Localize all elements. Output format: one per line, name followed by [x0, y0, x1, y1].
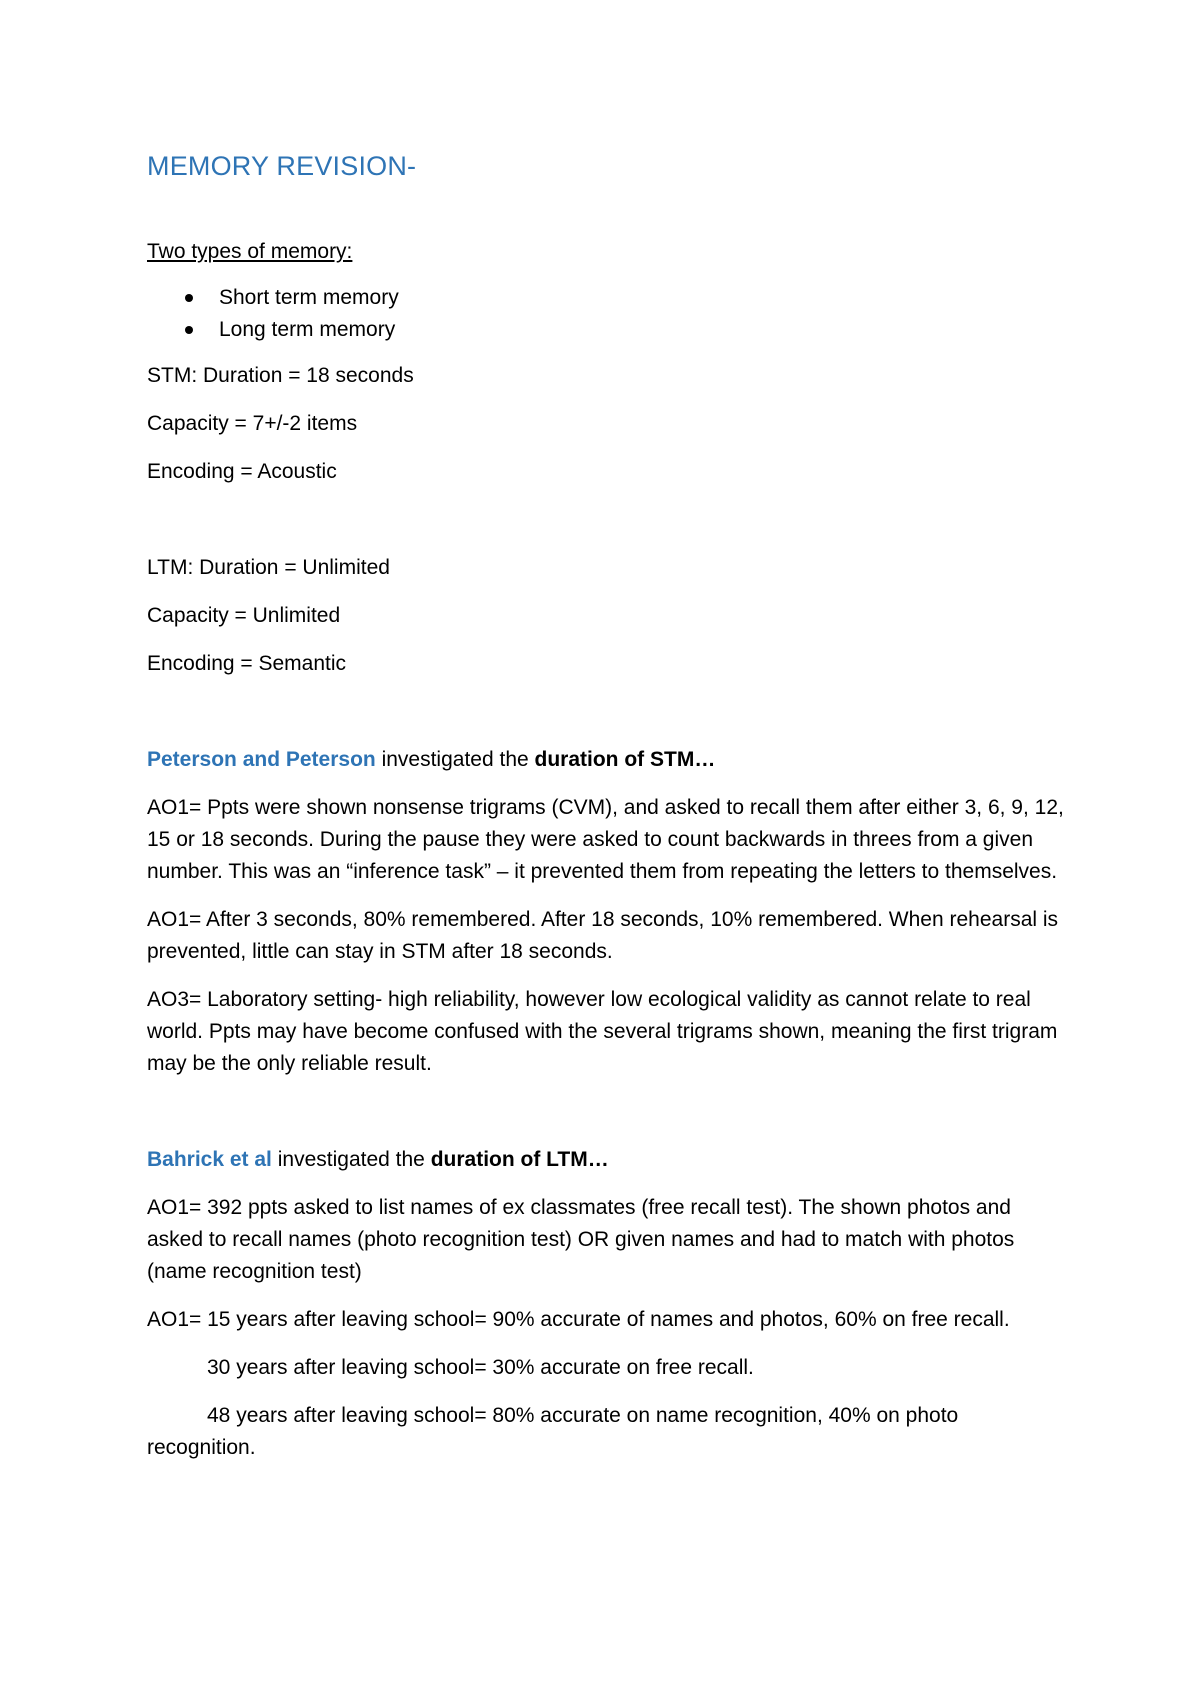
peterson-heading [147, 744, 1067, 776]
memory-types-list [147, 282, 1067, 346]
page-title: MEMORY REVISION- [147, 151, 417, 181]
peterson-ao3-evaluation: AO3= Laboratory setting- high reliability, however low ecological validity as cannot relate to real world. Ppts may have become confused with the several trigrams shown, meaning the first trigram may be the only reliable result. [147, 988, 1058, 1075]
bahrick-ao1-procedure: AO1= 392 ppts asked to list names of ex classmates (free recall test). The shown photos and asked to recall names (photo recognition test) OR given names and had to match with photos (name recognition test) [147, 1196, 1015, 1283]
peterson-ao1-procedure: AO1= Ppts were shown nonsense trigrams (CVM), and asked to recall them after either 3, 6, 9, 12, 15 or 18 seconds. During the pause they were asked to count backwards in threes from a given number. This was an “inference task” – it prevented them from repeating the letters to themselves. [147, 796, 1064, 883]
bahrick-heading-mid: investigated the [271, 1148, 431, 1171]
stm-duration: STM: Duration = 18 seconds [147, 364, 414, 387]
bahrick-researcher: Bahrick et al [147, 1148, 272, 1171]
bahrick-heading [147, 1144, 1067, 1176]
ltm-capacity: Capacity = Unlimited [147, 604, 341, 627]
bullet-icon [185, 294, 193, 302]
list-item [147, 314, 1067, 346]
peterson-researcher: Peterson and Peterson [147, 748, 376, 771]
section-gap [147, 1096, 1067, 1144]
peterson-topic: duration of STM… [534, 748, 716, 771]
section-gap [147, 504, 1067, 552]
stm-capacity: Capacity = 7+/-2 items [147, 412, 358, 435]
memory-types-heading: Two types of memory: [147, 240, 353, 263]
ltm-duration: LTM: Duration = Unlimited [147, 556, 390, 579]
bahrick-topic: duration of LTM… [430, 1148, 609, 1171]
bahrick-ao1-findings-48: 48 years after leaving school= 80% accurate on name recognition, 40% on photo recognition. [147, 1404, 959, 1459]
peterson-heading-mid: investigated the [375, 748, 535, 771]
section-gap [147, 696, 1067, 744]
document-body [147, 148, 1067, 1480]
list-item [147, 282, 1067, 314]
stm-encoding: Encoding = Acoustic [147, 460, 337, 483]
bahrick-ao1-findings-15: AO1= 15 years after leaving school= 90% accurate of names and photos, 60% on free recall. [147, 1308, 1010, 1331]
list-item-label: Long term memory [219, 318, 396, 341]
peterson-ao1-findings: AO1= After 3 seconds, 80% remembered. After 18 seconds, 10% remembered. When rehearsal is prevented, little can stay in STM after 18 seconds. [147, 908, 1059, 963]
bullet-icon [185, 326, 193, 334]
list-item-label: Short term memory [219, 286, 399, 309]
ltm-encoding: Encoding = Semantic [147, 652, 347, 675]
bahrick-ao1-findings-30: 30 years after leaving school= 30% accurate on free recall. [207, 1356, 754, 1379]
